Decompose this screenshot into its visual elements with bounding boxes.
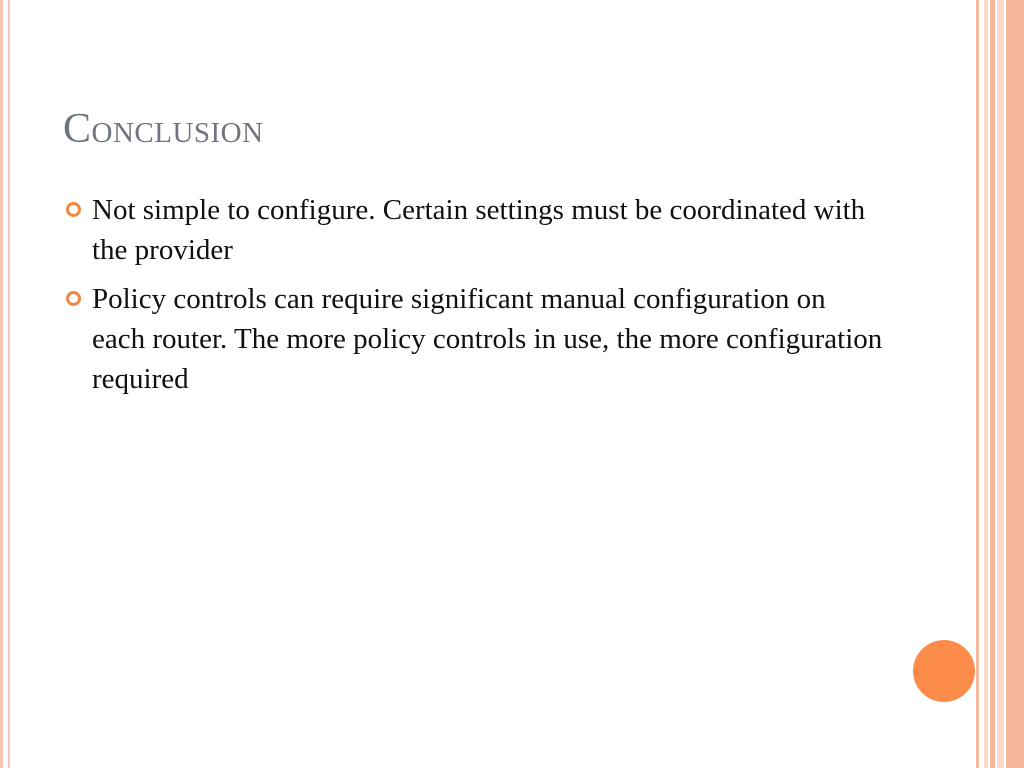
left-border-stripe bbox=[0, 0, 3, 768]
right-border-stripe bbox=[997, 0, 1004, 768]
right-border-stripe bbox=[990, 0, 995, 768]
right-border-stripe bbox=[976, 0, 979, 768]
bullet-item bbox=[64, 279, 884, 399]
right-border-stripe bbox=[1006, 0, 1024, 768]
slide-title: Conclusion bbox=[63, 106, 264, 152]
bullet-text: Policy controls can require significant manual configuration on each router. The more policy controls in use, the more configuration required bbox=[92, 283, 883, 395]
bullet-item bbox=[64, 190, 884, 270]
right-border-stripe bbox=[984, 0, 988, 768]
left-border-stripe bbox=[8, 0, 10, 768]
bullet-list bbox=[64, 190, 884, 408]
ring-bullet-icon bbox=[66, 202, 81, 217]
ring-bullet-icon bbox=[66, 291, 81, 306]
orange-circle-decoration bbox=[913, 640, 975, 702]
bullet-text: Not simple to configure. Certain settings must be coordinated with the provider bbox=[92, 194, 866, 266]
